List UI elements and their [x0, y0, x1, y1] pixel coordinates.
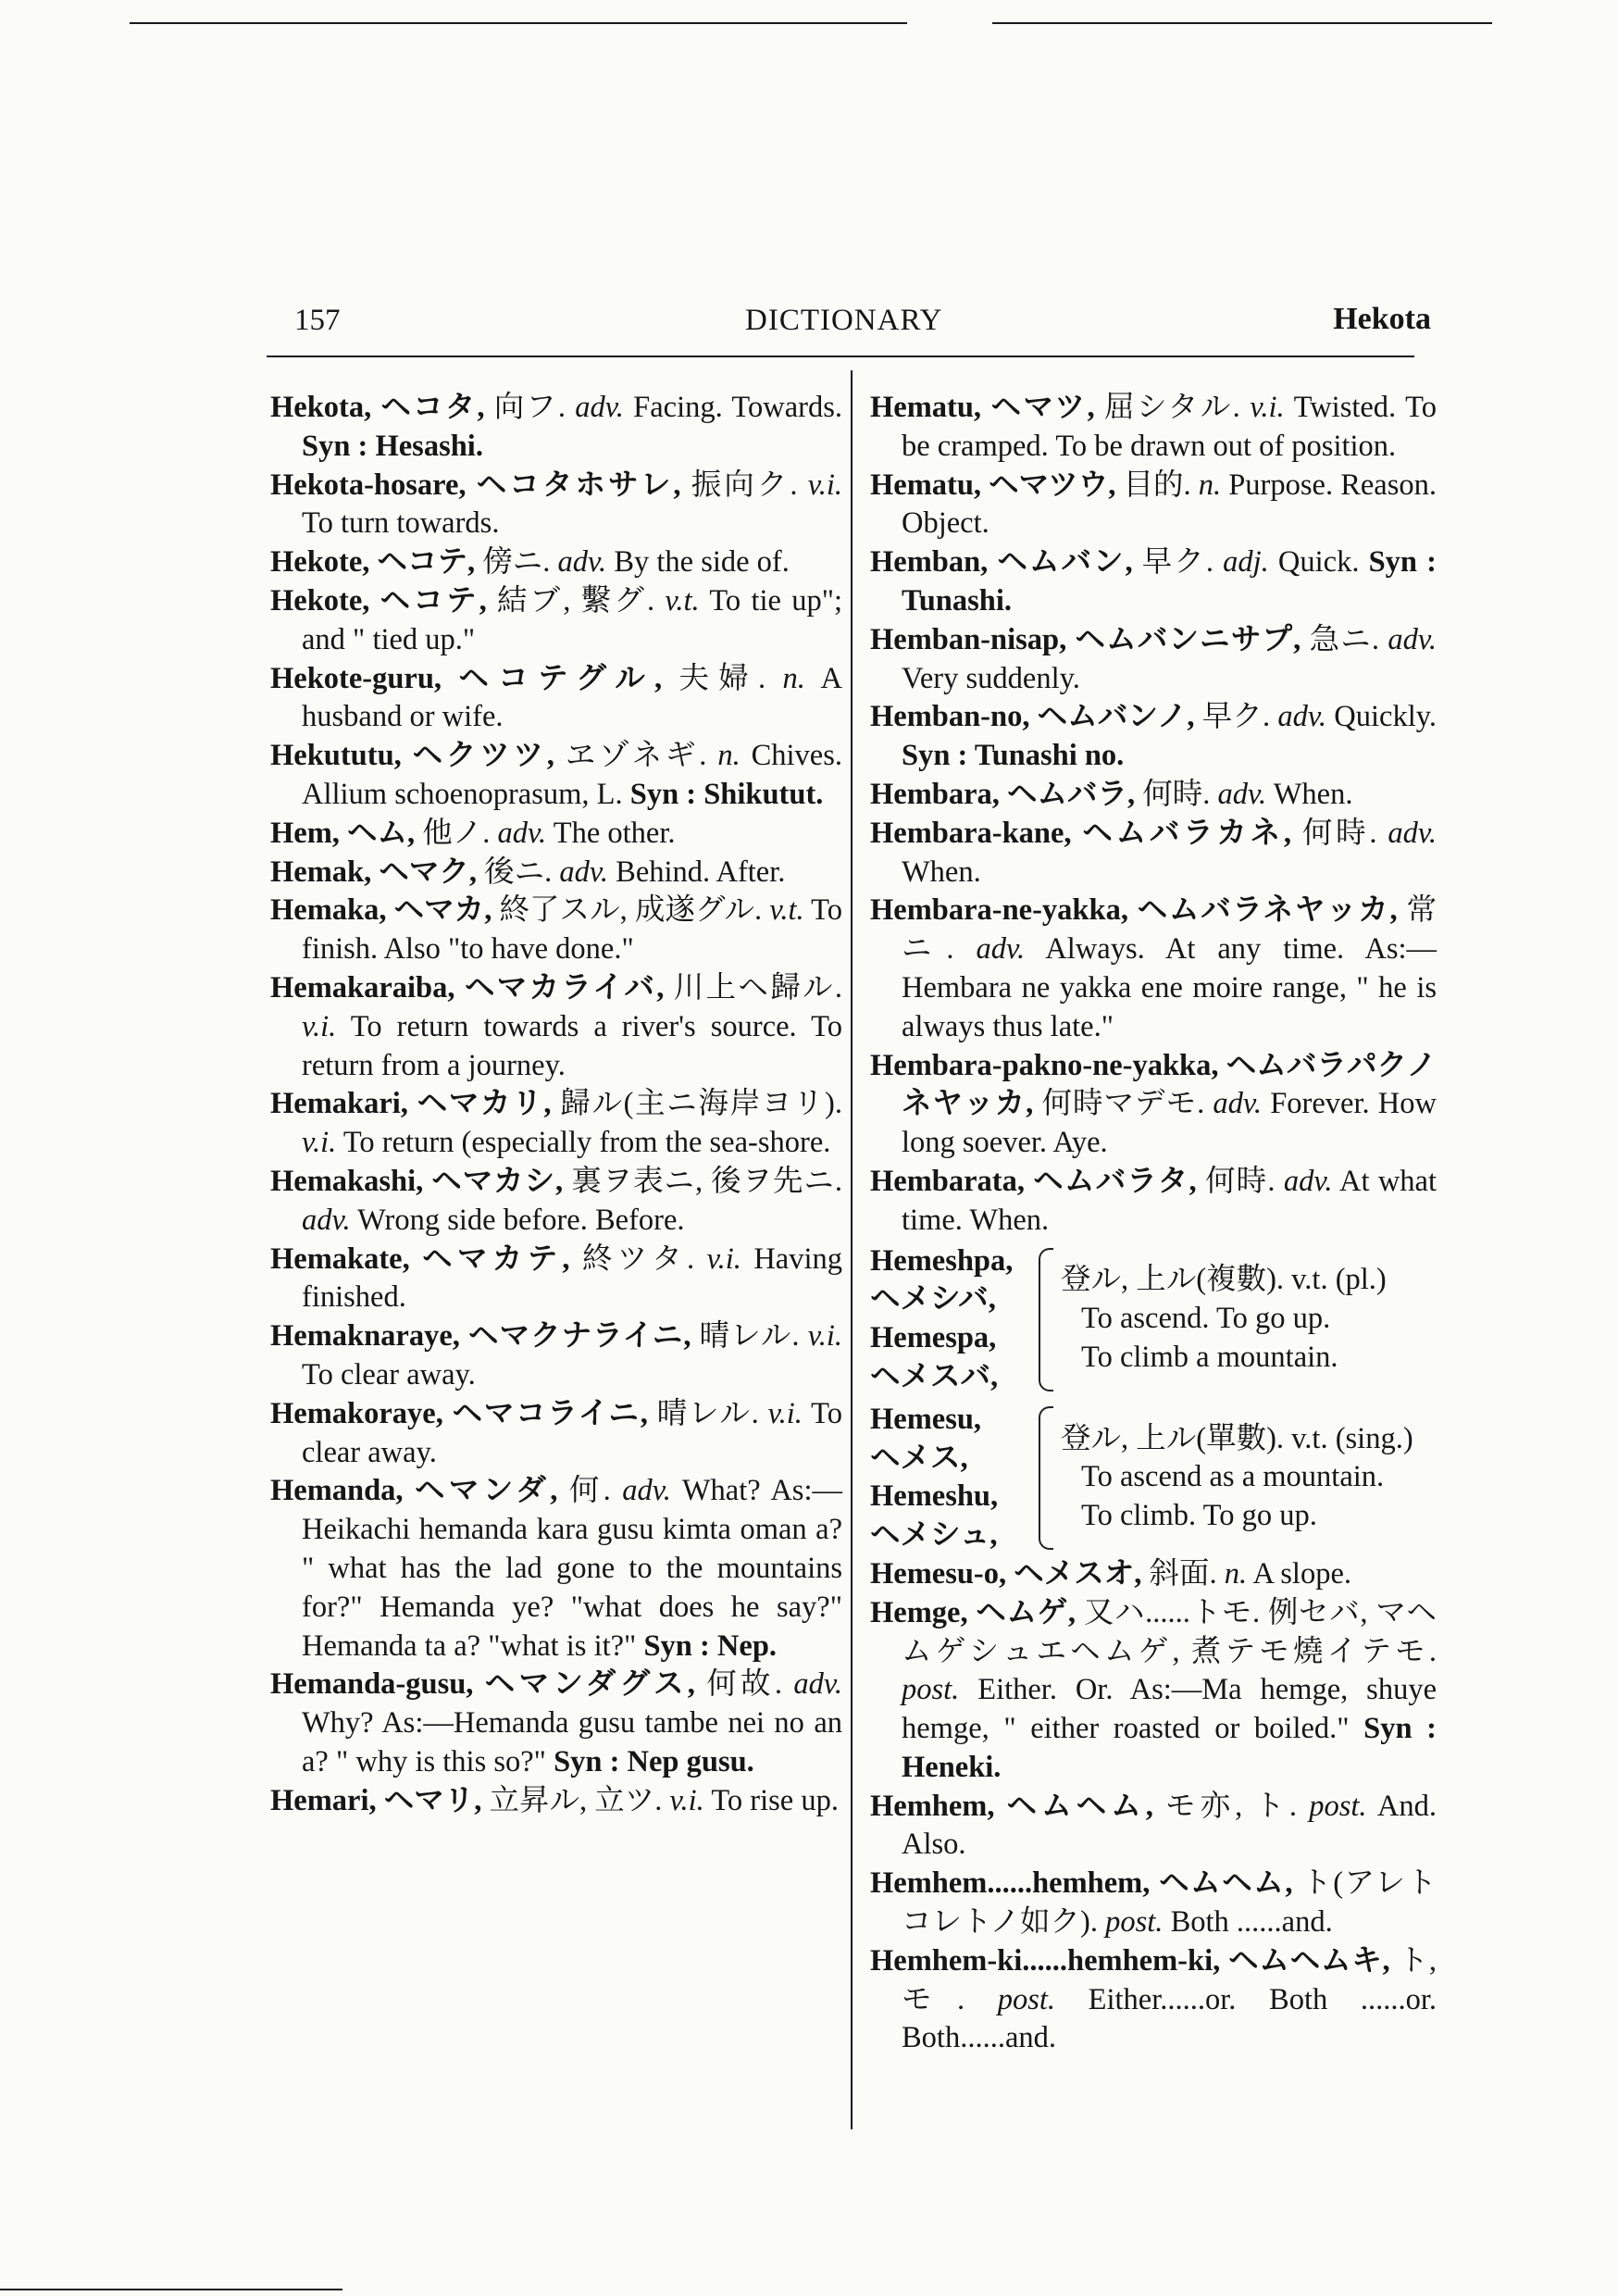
part-of-speech: v.i. [302, 1009, 337, 1043]
headword: Hemeshu, [870, 1479, 999, 1514]
left-column [270, 389, 842, 1820]
english-definition: Very suddenly. [902, 661, 1080, 695]
headword: Hematu, ヘマツ, [870, 391, 1105, 424]
english-definition: What? As:—Heikachi hemanda kara gusu kimta oman a? " what has the lad gone to the mountains for?" Hemanda ye? "what does he say?" Hemanda ta a? "what is it?" [302, 1474, 842, 1663]
headword: Hemakate, ヘマカテ, [270, 1242, 582, 1276]
dictionary-entry [270, 1782, 842, 1821]
headword: Hembarata, ヘムバラタ, [870, 1164, 1205, 1198]
dictionary-entry [270, 1666, 842, 1781]
headword: Hemge, ヘムゲ, [870, 1595, 1084, 1629]
dictionary-entry [270, 1317, 842, 1395]
definition-line: 登ル, 上ル(複數). v.t. (pl.) [1061, 1263, 1387, 1297]
japanese-gloss: モ亦, ト. [1165, 1789, 1310, 1823]
headword: Hemak, ヘマク, [270, 855, 485, 889]
part-of-speech: adv. [1217, 777, 1267, 811]
synonym: Syn : Shikutut. [629, 777, 824, 811]
dictionary-entry [870, 1942, 1437, 2058]
english-definition: When. [902, 855, 981, 889]
english-definition: Wrong side before. Before. [350, 1203, 685, 1237]
english-definition: A slope. [1247, 1556, 1352, 1591]
english-definition: By the side of. [606, 545, 790, 580]
japanese-gloss: 何時. [1204, 1164, 1284, 1198]
part-of-speech: post. [1309, 1789, 1367, 1823]
part-of-speech: n. [1198, 468, 1222, 502]
headword: Hekota-hosare, ヘコタホサレ, [270, 468, 691, 502]
dictionary-entry [270, 737, 842, 815]
headword: Hem, ヘム, [270, 816, 423, 850]
dictionary-entry [270, 1085, 842, 1163]
group-headwords [870, 1401, 1039, 1555]
entry-group-hemesu [870, 1401, 1437, 1555]
part-of-speech: v.i. [1250, 391, 1285, 424]
english-definition: Purpose. Reason. Object. [902, 468, 1437, 541]
japanese-gloss: 振向ク. [691, 468, 808, 502]
japanese-gloss: 終ツタ. [581, 1242, 707, 1276]
dictionary-entry [870, 776, 1437, 815]
part-of-speech: adv. [622, 1474, 671, 1508]
dictionary-entry [270, 1472, 842, 1666]
part-of-speech: adv. [976, 932, 1026, 967]
japanese-gloss: 何時. [1142, 777, 1218, 811]
japanese-gloss: 向フ. [493, 391, 576, 424]
part-of-speech: v.i. [706, 1242, 741, 1276]
japanese-gloss: 急ニ. [1309, 622, 1388, 656]
english-definition: Quick. [1268, 545, 1369, 580]
headword: Hemanda, ヘマンダ, [270, 1474, 569, 1508]
english-definition: Why? As:—Hemanda gusu tambe nei no an a? " why is this so?" [302, 1706, 842, 1778]
japanese-gloss: 歸ル(主ニ海岸ヨリ). [560, 1087, 842, 1121]
english-definition: Twisted. To be cramped. To be drawn out of position. [902, 391, 1437, 463]
dictionary-entry [870, 621, 1437, 699]
english-definition: A husband or wife. [302, 661, 842, 734]
synonym: Syn : Nep. [643, 1628, 778, 1663]
english-definition: Behind. After. [608, 855, 786, 889]
english-definition: To return (especially from the sea-shore. [336, 1126, 831, 1160]
headword: Hembara-pakno-ne-yakka, ヘムバラパクノネヤッカ, [870, 1048, 1437, 1121]
part-of-speech: v.t. [665, 583, 700, 618]
definition-line: To climb. To go up. [1081, 1499, 1317, 1533]
bottom-rule [0, 2289, 342, 2290]
headword: Hekote-guru, ヘコテグル, [270, 661, 679, 695]
japanese-gloss: 斜面. [1149, 1556, 1225, 1591]
dictionary-entry [870, 1594, 1437, 1788]
synonym: Syn : Tunashi no. [902, 739, 1125, 773]
headword-kana: ヘメシバ, [870, 1282, 996, 1316]
english-definition: To clear away. [302, 1357, 476, 1391]
part-of-speech: adv. [497, 816, 547, 850]
part-of-speech: adv. [793, 1667, 842, 1702]
headword: Hemhem......hemhem, ヘムヘム, [870, 1866, 1302, 1901]
japanese-gloss: 常ニ. [902, 893, 1437, 967]
english-definition: The other. [546, 816, 676, 850]
dictionary-entry [270, 389, 842, 467]
headword: Hembara-ne-yakka, ヘムバラネヤッカ, [870, 893, 1407, 928]
part-of-speech: post. [902, 1673, 960, 1707]
part-of-speech: n. [717, 739, 741, 773]
part-of-speech: post. [997, 1982, 1056, 2016]
dictionary-entry [270, 1241, 842, 1318]
english-definition: To turn towards. [302, 506, 500, 541]
english-definition: To rise up. [703, 1783, 839, 1817]
dictionary-entry [270, 467, 842, 544]
dictionary-entry [870, 698, 1437, 776]
japanese-gloss: 又ハ......トモ. 例セバ, マヘムゲシュエヘムゲ, 煮テモ燒イテモ. [902, 1595, 1437, 1668]
headword: Hematu, ヘマツウ, [870, 468, 1124, 502]
headword: Hemakaraiba, ヘマカライバ, [270, 970, 674, 1004]
part-of-speech: adj. [1223, 545, 1269, 580]
headword: Hembara, ヘムバラ, [870, 777, 1143, 811]
brace [1039, 1248, 1053, 1391]
group-headwords [870, 1242, 1039, 1397]
dictionary-entry [270, 660, 842, 738]
definition-line: To ascend. To go up. [1081, 1302, 1331, 1336]
english-definition: Having finished. [302, 1242, 842, 1315]
dictionary-entry [870, 467, 1437, 544]
header-rule [267, 356, 1414, 357]
part-of-speech: adv. [302, 1203, 351, 1237]
headword: Hemakashi, ヘマカシ, [270, 1164, 572, 1198]
japanese-gloss: 夫婦. [678, 661, 783, 695]
dictionary-entry [270, 854, 842, 892]
japanese-gloss: 早ク. [1201, 700, 1278, 734]
headword: Hemhem, ヘムヘム, [870, 1789, 1166, 1823]
english-definition: Either. Or. As:—Ma hemge, shuye hemge, " either roasted or boiled." [902, 1673, 1437, 1746]
part-of-speech: adv. [1277, 700, 1327, 734]
dictionary-entry [870, 815, 1437, 892]
part-of-speech: adv. [575, 391, 624, 424]
dictionary-entry [870, 1163, 1437, 1241]
dictionary-entry [270, 892, 842, 969]
english-definition: Chives. Allium schoenoprasum, L. [302, 739, 843, 811]
japanese-gloss: 何. [568, 1474, 623, 1508]
dictionary-entry [270, 815, 842, 854]
headword: Hemeshpa, [870, 1243, 1014, 1278]
headword: Hemari, ヘマリ, [270, 1783, 490, 1817]
headword: Hemakari, ヘマカリ, [270, 1087, 561, 1121]
dictionary-entry [270, 1395, 842, 1473]
japanese-gloss: 結ブ, 繫グ. [497, 583, 666, 618]
definition-line: 登ル, 上ル(單數). v.t. (sing.) [1061, 1421, 1413, 1455]
headword-kana: ヘメスバ, [870, 1359, 999, 1393]
english-definition: To return towards a river's source. To return from a journey. [302, 1009, 842, 1082]
part-of-speech: post. [1105, 1905, 1164, 1940]
top-rule-right [992, 22, 1492, 24]
english-definition: To finish. Also "to have done." [302, 893, 843, 967]
english-definition: Both ......and. [1163, 1905, 1333, 1940]
japanese-gloss: 立昇ル, 立ツ. [489, 1783, 670, 1817]
part-of-speech: adv. [1213, 1087, 1263, 1121]
japanese-gloss: 傍ニ. [482, 545, 558, 580]
headword: Hekote, ヘコテ, [270, 545, 483, 580]
headword: Hemhem-ki......hemhem-ki, ヘムヘムキ, [870, 1943, 1399, 1978]
english-definition: Either......or. Both ......or. Both......and. [902, 1982, 1437, 2055]
right-entries-a [870, 389, 1437, 1241]
japanese-gloss: ト(アレトコレトノ如ク). [902, 1866, 1437, 1940]
brace [1039, 1406, 1053, 1550]
headword: Hembara-kane, ヘムバラカネ, [870, 816, 1302, 850]
part-of-speech: v.t. [769, 893, 804, 928]
japanese-gloss: 川上ヘ歸ル. [673, 970, 842, 1004]
headword: Hemban, ヘムバン, [870, 545, 1142, 580]
english-definition: To clear away. [302, 1396, 842, 1469]
column-divider [851, 370, 853, 2129]
japanese-gloss: 早ク. [1141, 545, 1224, 580]
headword: Hemban-no, ヘムバンノ, [870, 700, 1202, 734]
japanese-gloss: 目的. [1123, 468, 1199, 502]
running-title: DICTIONARY [745, 304, 943, 337]
definition-line: To climb a mountain. [1081, 1341, 1338, 1375]
headword: Hekututu, ヘクツツ, [270, 739, 566, 773]
japanese-gloss: 晴レル. [699, 1319, 808, 1354]
part-of-speech: v.i. [302, 1126, 337, 1160]
english-definition: To tie up"; and " tied up." [302, 583, 842, 656]
part-of-speech: n. [782, 661, 805, 695]
entry-group-hemeshpa [870, 1242, 1437, 1397]
dictionary-entry [870, 1555, 1437, 1594]
definition-line: To ascend as a mountain. [1081, 1460, 1385, 1494]
part-of-speech: adv. [1388, 622, 1437, 656]
english-definition: Facing. Towards. [623, 391, 842, 424]
english-definition: And. Also. [902, 1789, 1437, 1862]
dictionary-entry [270, 1163, 842, 1241]
part-of-speech: v.i. [767, 1396, 803, 1430]
part-of-speech: v.i. [807, 468, 842, 502]
japanese-gloss: 何時. [1301, 816, 1388, 850]
japanese-gloss: ト, モ. [902, 1943, 1437, 2016]
japanese-gloss: 他ノ. [422, 816, 498, 850]
synonym: Syn : Nep gusu. [554, 1744, 754, 1778]
headword: Hekote, ヘコテ, [270, 583, 497, 618]
synonym: Syn : Tunashi. [902, 545, 1437, 618]
japanese-gloss: 晴レル. [656, 1396, 768, 1430]
part-of-speech: v.i. [669, 1783, 704, 1817]
english-definition: When. [1266, 777, 1353, 811]
synonym: Syn : Heneki. [902, 1712, 1437, 1784]
dictionary-entry [870, 389, 1437, 467]
part-of-speech: adv. [1283, 1164, 1333, 1198]
headword: Hemban-nisap, ヘムバンニサプ, [870, 622, 1310, 656]
page-number: 157 [294, 304, 341, 337]
dictionary-entry [270, 543, 842, 582]
headword: Hemaka, ヘマカ, [270, 893, 500, 928]
headword: Hemesu, [870, 1402, 982, 1436]
english-definition: Forever. How long soever. Aye. [902, 1087, 1437, 1160]
part-of-speech: adv. [557, 545, 607, 580]
right-entries-b [870, 1555, 1437, 2058]
english-definition: Quickly. [1326, 700, 1437, 734]
dictionary-entry [870, 1865, 1437, 1942]
synonym: Syn : Hesashi. [302, 429, 483, 463]
right-column [870, 389, 1437, 2058]
headword: Hekota, ヘコタ, [270, 391, 494, 424]
dictionary-entry [270, 582, 842, 660]
group-definition [1061, 1420, 1437, 1536]
english-definition: At what time. When. [902, 1164, 1437, 1237]
headword: Hemaknaraye, ヘマクナライニ, [270, 1319, 700, 1354]
top-rule-left [130, 22, 907, 24]
japanese-gloss: 何故. [706, 1667, 794, 1702]
headword: Hemesu-o, ヘメスオ, [870, 1556, 1150, 1591]
part-of-speech: n. [1224, 1556, 1248, 1591]
group-definition [1061, 1261, 1437, 1377]
headword-kana: ヘメス, [870, 1441, 968, 1475]
headword-kana: ヘメシュ, [870, 1518, 998, 1553]
headword: Hemanda-gusu, ヘマンダグス, [270, 1667, 707, 1702]
japanese-gloss: 終了スル, 成遂グル. [499, 893, 770, 928]
japanese-gloss: 何時マデモ. [1041, 1087, 1214, 1121]
dictionary-entry [870, 892, 1437, 1046]
japanese-gloss: 後ニ. [484, 855, 560, 889]
dictionary-entry [870, 1788, 1437, 1866]
headword: Hemespa, [870, 1321, 997, 1355]
part-of-speech: v.i. [807, 1319, 842, 1354]
part-of-speech: adv. [1388, 816, 1437, 850]
japanese-gloss: ヱゾネギ. [565, 739, 718, 773]
part-of-speech: adv. [559, 855, 609, 889]
dictionary-entry [870, 543, 1437, 621]
headword: Hemakoraye, ヘマコライニ, [270, 1396, 657, 1430]
japanese-gloss: 屈シタル. [1104, 391, 1251, 424]
japanese-gloss: 裏ヲ表ニ, 後ヲ先ニ. [571, 1164, 842, 1198]
english-definition: Always. At any time. As:—Hembara ne yakka ene moire range, " he is always thus late." [902, 932, 1437, 1043]
dictionary-entry [270, 969, 842, 1085]
dictionary-entry [870, 1047, 1437, 1163]
running-headword: Hekota [1333, 302, 1431, 336]
